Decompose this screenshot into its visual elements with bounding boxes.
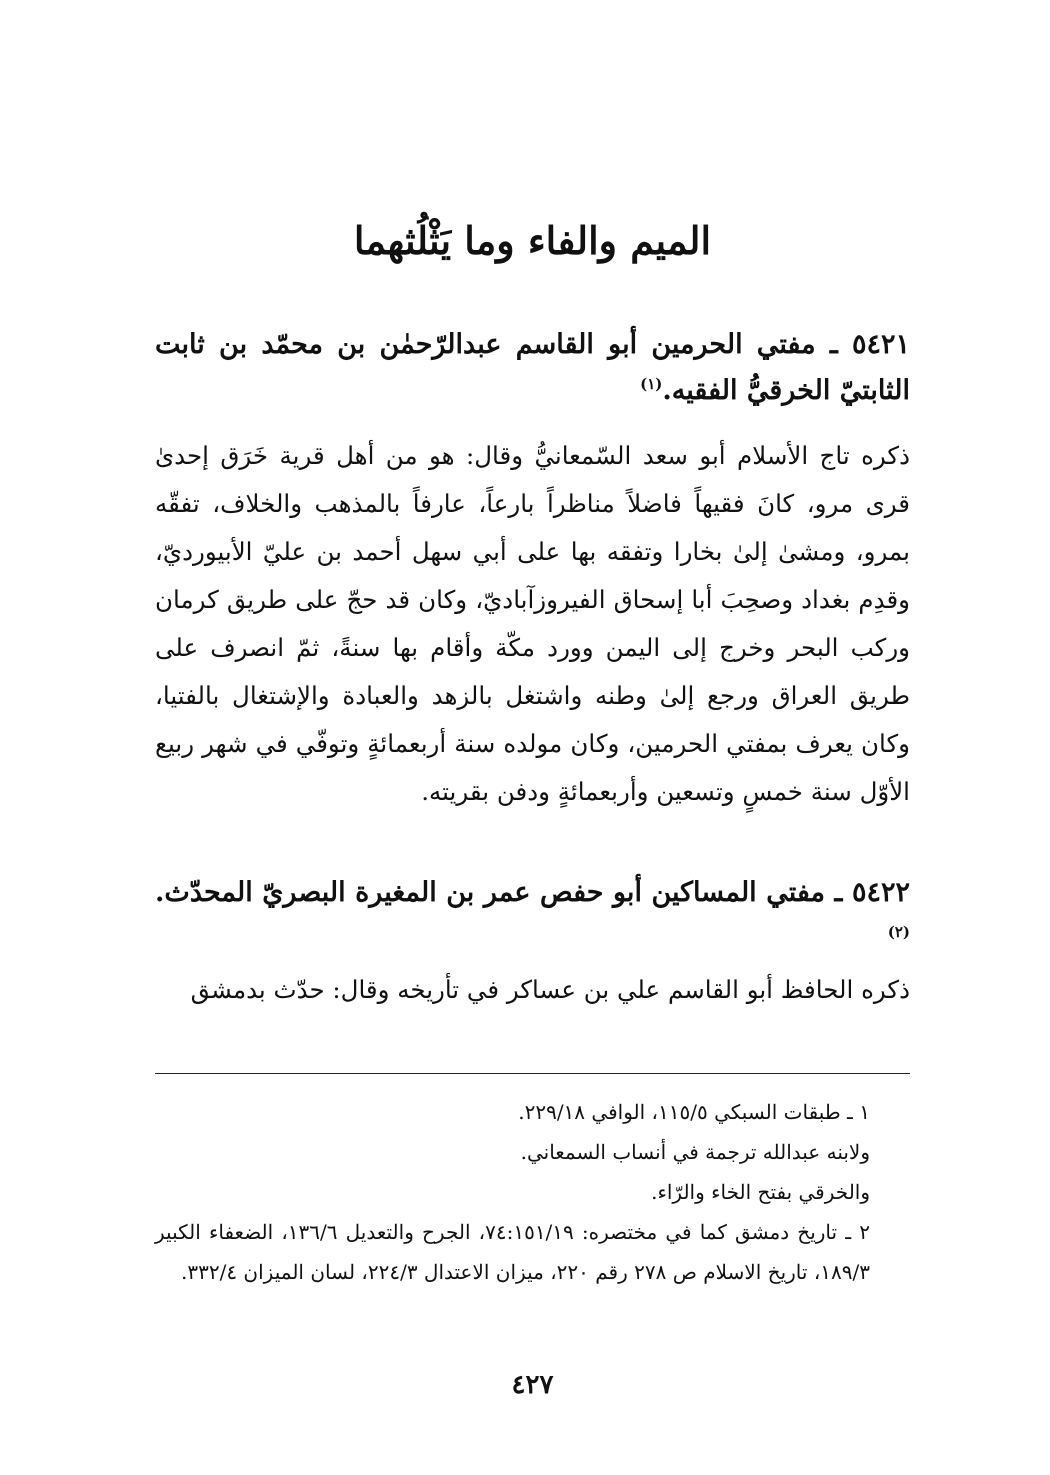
footnote-2: ٢ ـ تاريخ دمشق كما في مختصره: ٧٤:١٥١/١٩، الجرح والتعديل ١٣٦/٦، الضعفاء الكبير ١٨٩/٣، تاريخ الاسلام ص ٢٧٨ رقم ٢٢٠، ميزان الاعتدال ٢٢٤/٣، لسان الميزان ٣٣٢/٤. (155, 1220, 870, 1284)
footnotes-list (155, 1092, 910, 1292)
entry-body: ذكره الحافظ أبو القاسم علي بن عساكر في تأريخه وقال: حدّث بدمشق (190, 975, 910, 1004)
footnote-1-line-1: ١ ـ طبقات السبكي ١١٥/٥، الوافي ٢٢٩/١٨. (518, 1100, 870, 1124)
entry-body: ذكره تاج الأسلام أبو سعد السّمعانيُّ وقال: هو من أهل قرية خَرَق إحدىٰ قرى مرو، كانَ فقيهاً فاضلاً مناظراً بارعاً، عارفاً بالمذهب والخلاف، تفقّه بمرو، ومشىٰ إلىٰ بخارا وتفقه بها على أبي سهل أحمد بن عليّ الأبيورديّ، وقدِم بغداد وصحِبَ أبا إسحاق الفيروزآباديّ، وكان قد حجّ على طريق كرمان وركب البحر وخرج إلى اليمن وورد مكّة وأقام بها سنةً، ثمّ انصرف على طريق العراق ورجع إلىٰ وطنه واشتغل بالزهد والعبادة والإشتغال بالفتيا، وكان يعرف بمفتي الحرمين، وكان مولده سنة أربعمائةٍ وتوفّي في شهر ربيع الأوّل سنة خمسٍ وتسعين وأربعمائةٍ ودفن بقريته. (155, 441, 910, 806)
footnote-reference[interactable]: (١) (640, 375, 663, 393)
section-title: الميم والفاء وما يَثْلُثهما (353, 218, 712, 263)
footnote-1-line-2: ولابنه عبدالله ترجمة في أنساب السمعاني. (520, 1140, 870, 1164)
footnote-divider (155, 1073, 910, 1074)
entry-heading-text: ٥٤٢١ ـ مفتي الحرمين أبو القاسم عبدالرّحمٰن بن محمّد بن ثابت الثابتيّ الخرقيُّ الفقيه. (155, 329, 910, 406)
footnote-reference[interactable]: (٢) (887, 923, 910, 941)
entry-heading (155, 870, 910, 962)
biography-entry-5421 (155, 322, 910, 816)
entry-heading-text: ٥٤٢٢ ـ مفتي المساكين أبو حفص عمر بن المغيرة البصريّ المحدّث. (155, 877, 910, 908)
biography-entry-5422 (155, 870, 910, 1014)
book-page (155, 0, 910, 1475)
footnote-1-line-3: والخرقي بفتح الخاء والرّاء. (651, 1180, 870, 1204)
entry-heading (155, 322, 910, 414)
page-number: ٤٢٧ (511, 1370, 554, 1400)
